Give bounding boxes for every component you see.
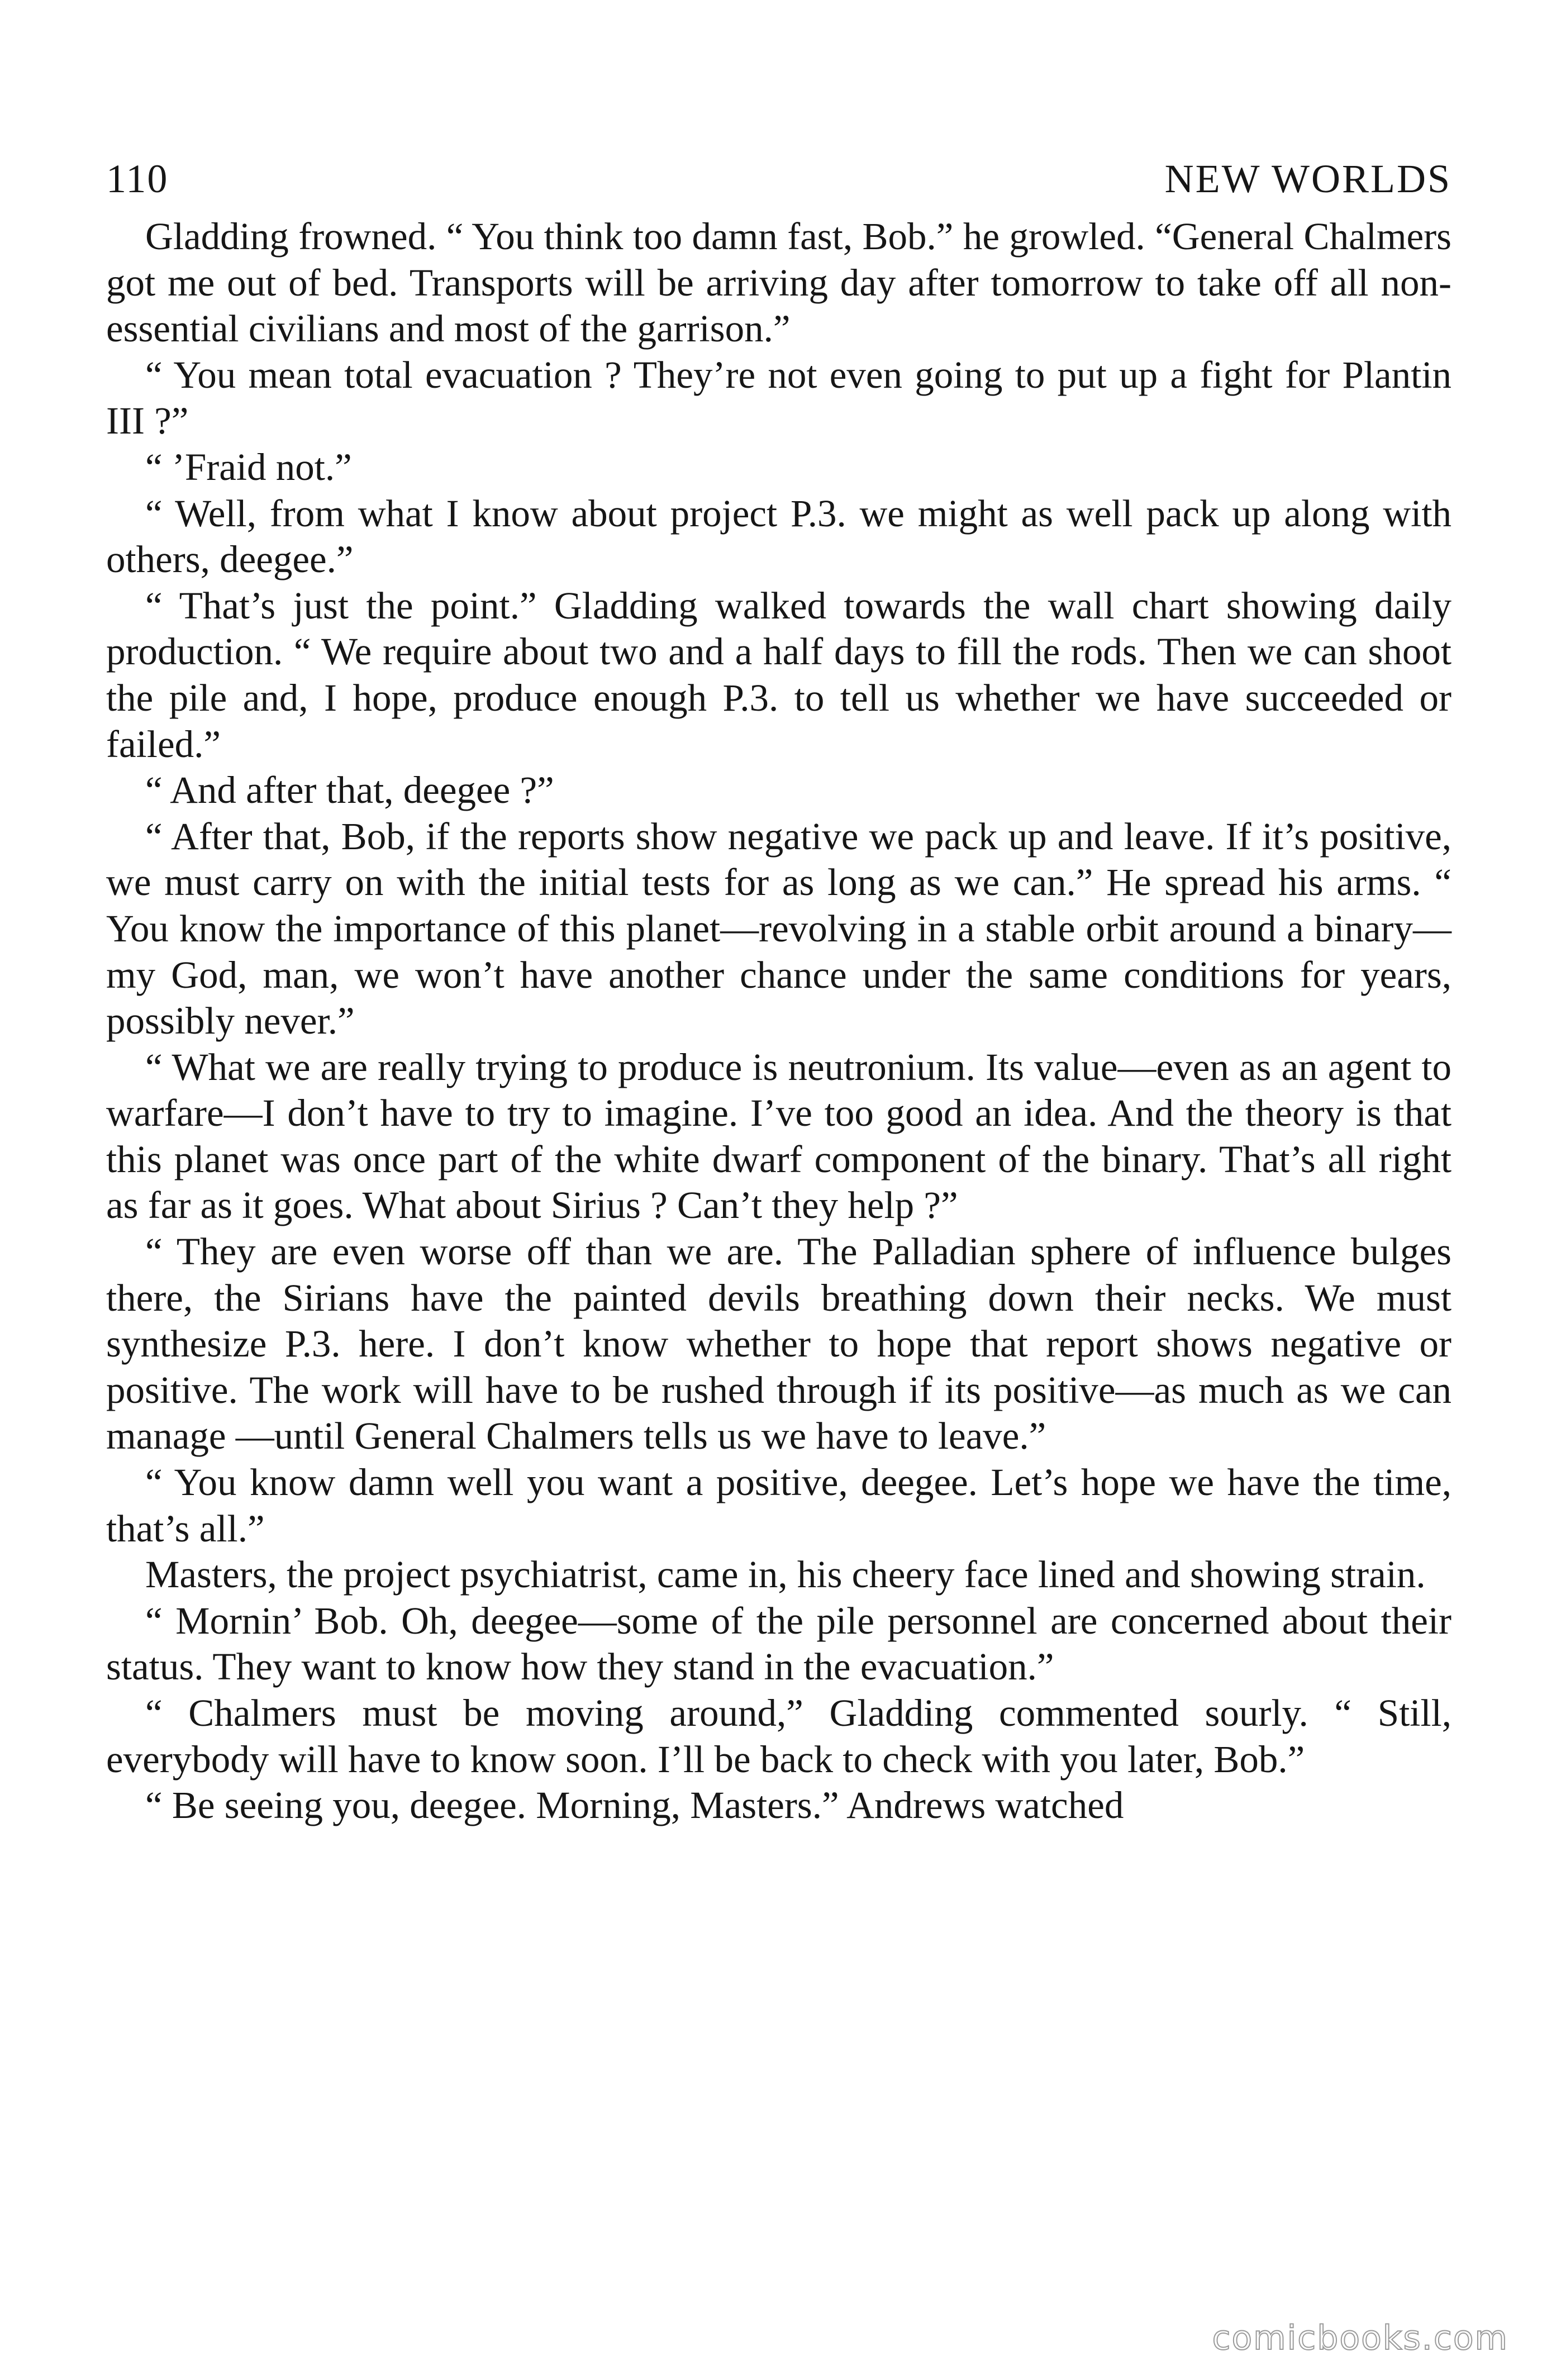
paragraph: “ After that, Bob, if the reports show negative we pack up and leave. If it’s positive, we must carry on with the initial tests for as long as we can.” He spread his arms. “ You know the importance of this planet—revolving in a stable orbit around a binary—my God, man, we won’t have another chance under the same conditions for years, possibly never.”: [106, 815, 1451, 1043]
paragraph: “ ’Fraid not.”: [145, 445, 352, 488]
paragraph: “ Be seeing you, deegee. Morning, Masters.” Andrews watched: [145, 1784, 1124, 1827]
paragraph: “ You mean total evacuation ? They’re not even going to put up a fight for Plantin III ?”: [106, 353, 1451, 442]
paragraph: “ Mornin’ Bob. Oh, deegee—some of the pile personnel are concerned about their status. They want to know how they stand in the evacuation.”: [106, 1599, 1451, 1688]
body-text: [106, 213, 1451, 1829]
paragraph: “ Well, from what I know about project P.3. we might as well pack up along with others, deegee.”: [106, 492, 1451, 581]
paragraph: Gladding frowned. “ You think too damn fast, Bob.” he growled. “General Chalmers got me out of bed. Transports will be arriving day after tomorrow to take off all non-essential civilians and most of the garrison.”: [106, 215, 1451, 350]
running-title: NEW WORLDS: [1164, 156, 1451, 201]
paragraph: “ That’s just the point.” Gladding walked towards the wall chart showing daily production. “ We require about two and a half days to fill the rods. Then we can shoot the pile and, I hope, produce enough P.3. to tell us whether we have succeeded or failed.”: [106, 584, 1451, 765]
paragraph: “ Chalmers must be moving around,” Gladding commented sourly. “ Still, everybody will have to know soon. I’ll be back to check with you later, Bob.”: [106, 1692, 1451, 1781]
paragraph: “ What we are really trying to produce is neutronium. Its value—even as an agent to warfare—I don’t have to try to imagine. I’ve too good an idea. And the theory is that this planet was once part of the white dwarf component of the binary. That’s all right as far as it goes. What about Sirius ? Can’t they help ?”: [106, 1045, 1451, 1227]
page-number: 110: [106, 156, 169, 201]
paragraph: “ They are even worse off than we are. The Palladian sphere of influence bulges there, the Sirians have the painted devils breathing down their necks. We must synthesize P.3. here. I don’t know whether to hope that report shows negative or positive. The work will have to be rushed through if its positive—as much as we can manage —until General Chalmers tells us we have to leave.”: [106, 1230, 1451, 1458]
watermark-logo: comicbooks.com: [1212, 2319, 1508, 2358]
paragraph: “ You know damn well you want a positive, deegee. Let’s hope we have the time, that’s all.”: [106, 1461, 1451, 1550]
book-page: [106, 146, 1451, 2303]
running-head: [106, 146, 1451, 213]
paragraph: Masters, the project psychiatrist, came in, his cheery face lined and showing strain.: [145, 1553, 1426, 1596]
paragraph: “ And after that, deegee ?”: [145, 769, 554, 812]
